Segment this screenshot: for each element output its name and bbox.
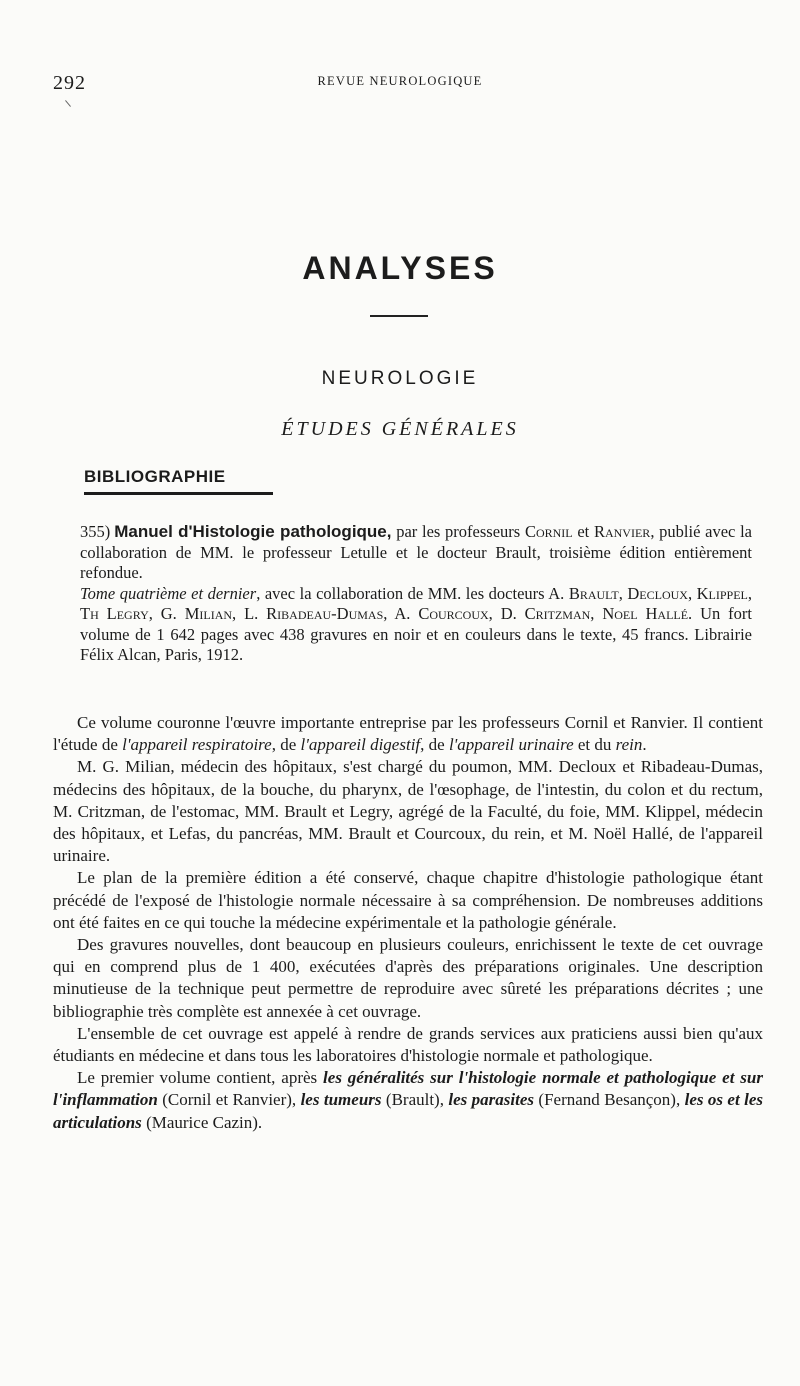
- paragraph: Ce volume couronne l'œuvre importante entreprise par les professeurs Cornil et Ranvier. Il contient l'étude de l'appareil respiratoire, de l'appareil digestif, de l'appareil urinaire et du rein.: [53, 713, 763, 755]
- reference-text: , avec la collaboration de MM. les docteurs A.: [256, 583, 569, 603]
- reference-volume: Tome quatrième et dernier: [80, 583, 257, 603]
- subsection-title: NEUROLOGIE: [321, 368, 479, 389]
- body-text: [53, 712, 763, 1134]
- bibliography-heading: BIBLIOGRAPHIE: [84, 467, 226, 486]
- reference-text: par les professeurs: [391, 522, 525, 541]
- running-head: REVUE NEUROLOGIQUE: [317, 74, 483, 88]
- bibliography-rule: [84, 492, 273, 495]
- page-number: 292: [53, 72, 86, 94]
- reference-entry: [80, 522, 752, 666]
- margin-mark: [65, 100, 71, 107]
- paragraph: Le plan de la première édition a été conservé, chaque chapitre d'histologie pathologique étant précédé de l'exposé de l'histologie normale nécessaire à sa compréhension. De nombreuses additions ont été faites en ce qui touche la médecine expérimentale et la pathologie générale.: [53, 868, 763, 932]
- paragraph: M. G. Milian, médecin des hôpitaux, s'est chargé du poumon, MM. Decloux et Ribadeau-Dumas, médecins des hôpitaux, de la bouche, du pharynx, de l'œsophage, de l'intestin, du colon et du rectum, M. Critzman, de l'estomac, MM. Brault et Legry, agrégé de la Faculté, du foie, MM. Klippel, médecin des hôpitaux, et Lefas, du pancréas, MM. Brault et Courcoux, du rein, et M. Noël Hallé, de l'appareil urinaire.: [53, 757, 763, 866]
- subsubsection-title: ÉTUDES GÉNÉRALES: [281, 418, 519, 440]
- collaborator-names: Brault, Decloux, Klippel, Th Legry, G. Milian, L. Ribadeau-Dumas, A. Courcoux, D. Critzman, Noel Hallé.: [80, 583, 753, 623]
- paragraph: L'ensemble de cet ouvrage est appelé à rendre de grands services aux praticiens aussi bien qu'aux étudiants en médecine et dans tous les laboratoires d'histologie normale et pathologique.: [53, 1023, 763, 1066]
- reference-title: Manuel d'Histologie pathologique,: [114, 522, 392, 541]
- title-rule: [370, 315, 428, 317]
- reference-text: Un fort volume de 1 642 pages avec 438 gravures en noir et en couleurs dans le texte, 45 francs. Librairie Félix Alcan, Paris, 1912.: [80, 604, 752, 664]
- reference-text: et: [572, 522, 594, 541]
- author-name: Ranvier: [593, 522, 651, 541]
- paragraph: Des gravures nouvelles, dont beaucoup en plusieurs couleurs, enrichissent le texte de cet ouvrage qui en comprend plus de 1 400, exécutées d'après des préparations originales. Une description minutieuse de la technique peut permettre de reproduire avec sûreté les préparations décrites ; une bibliographie très complète est annexée à cet ouvrage.: [53, 935, 763, 1021]
- author-name: Cornil: [524, 522, 573, 541]
- paragraph: Le premier volume contient, après les généralités sur l'histologie normale et pathologique et sur l'inflammation (Cornil et Ranvier), les tumeurs (Brault), les parasites (Fernand Besançon), les os et les articulations (Maurice Cazin).: [53, 1068, 763, 1132]
- section-title: ANALYSES: [302, 250, 498, 286]
- reference-text: , publié avec la collaboration de MM. le professeur Letulle et le docteur Brault, troisième édition entièrement refondue.: [80, 522, 752, 582]
- reference-number: 355): [80, 522, 111, 541]
